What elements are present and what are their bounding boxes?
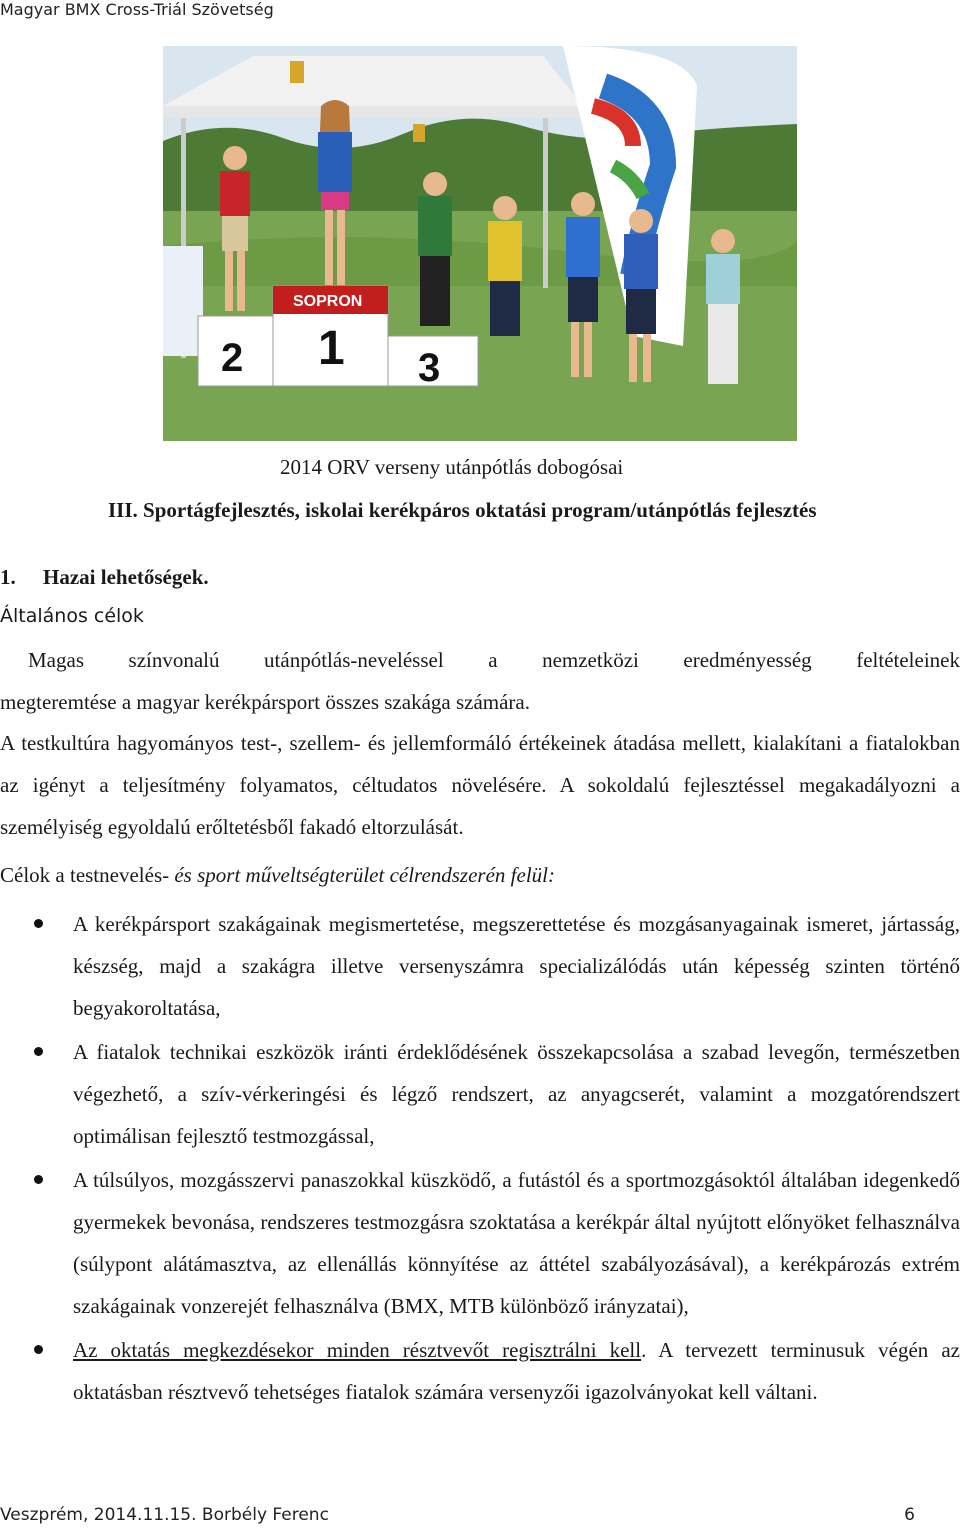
goals-intro-italic: és sport műveltségterület célrendszerén felül: — [174, 863, 555, 887]
list-item — [0, 1031, 960, 1157]
podium-number-1: 1 — [318, 322, 345, 375]
podium-number-2: 2 — [221, 336, 244, 380]
bullet-icon — [34, 1175, 43, 1184]
podium-banner-text: SOPRON — [293, 293, 363, 310]
list-item-text: A túlsúlyos, mozgásszervi panaszokkal küszködő, a futástól és a sportmozgásoktól általában idegenkedő gyermekek bevonása, rendszeres testmozgásra szoktatása a kerékpár által nyújtott előnyöket felhasználva (súlypont alátámasztva, az ellenállás könnyítése az áttétel szabályozásával), a kerékpározás extrém szakágainak vonzerejét felhasználva (BMX, MTB különböző irányzatai), — [73, 1168, 960, 1318]
paragraph-1-line-1: Magas színvonalú utánpótlás-neveléssel a nemzetközi eredményesség feltételeinek — [28, 648, 960, 672]
general-goals-label: Általános célok — [0, 605, 144, 627]
bullet-icon — [34, 1345, 43, 1354]
goals-intro — [0, 863, 555, 888]
page-footer — [0, 1505, 915, 1525]
paragraph-1-line-2: megteremtése a magyar kerékpársport összes szakága számára. — [0, 690, 530, 714]
podium-photo — [163, 46, 797, 441]
bullet-icon — [34, 1047, 43, 1056]
list-item — [0, 1159, 960, 1327]
list-item-text: . A tervezett terminusuk végén az oktatásban résztvevő tehetséges fiatalok számára versenyzői igazolványokat kell váltani. — [73, 1338, 960, 1404]
subheading-number: 1. — [0, 565, 16, 589]
list-item-text: A fiatalok technikai eszközök iránti érdeklődésének összekapcsolása a szabad levegőn, természetben végezhető, a szív-vérkeringési és légző rendszert, az anyagcserét, valamint a mozgatórendszert optimálisan fejlesztő testmozgással, — [73, 1040, 960, 1148]
bullet-icon — [34, 919, 43, 928]
subheading — [0, 565, 209, 590]
list-item — [0, 903, 960, 1029]
list-item-underlined-text: Az oktatás megkezdésekor minden résztvevőt regisztrálni kell — [73, 1338, 642, 1362]
photo-caption: 2014 ORV verseny utánpótlás dobogósai — [280, 455, 624, 479]
podium-number-3: 3 — [418, 346, 441, 390]
subheading-text: Hazai lehetőségek. — [43, 565, 209, 589]
page-header: Magyar BMX Cross-Triál Szövetség — [0, 0, 274, 19]
list-item — [0, 1329, 960, 1413]
paragraph-2: A testkultúra hagyományos test-, szellem- és jellemformáló értékeinek átadása mellett, kialakítani a fiatalokban az igényt a teljesítmény folyamatos, céltudatos növelésére. A sokoldalú fejlesztéssel megakadályozni a személyiség egyoldalú erőltetésből fakadó eltorzulását. — [0, 731, 960, 839]
footer-text: Veszprém, 2014.11.15. Borbély Ferenc — [0, 1505, 329, 1525]
section-title: III. Sportágfejlesztés, iskolai kerékpáros oktatási program/utánpótlás fejlesztés — [108, 498, 817, 522]
goals-list — [0, 903, 960, 1413]
goals-intro-plain: Célok a testnevelés- — [0, 863, 175, 887]
paragraph-1 — [0, 639, 960, 723]
list-item-text: A kerékpársport szakágainak megismertetése, megszerettetése és mozgásanyagainak ismeret, jártasság, készség, majd a szakágra illetve versenyszámra specializálódás után képesség szinten történő begyakoroltatása, — [73, 912, 960, 1020]
page-number: 6 — [904, 1505, 915, 1525]
